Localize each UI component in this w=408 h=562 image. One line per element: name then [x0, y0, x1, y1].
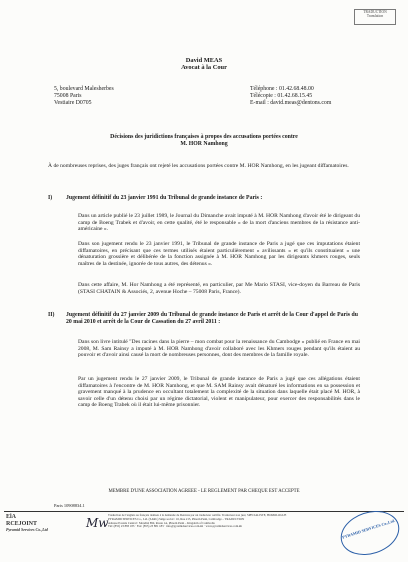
- stamp-line: Translation: [366, 14, 384, 19]
- contact-block: [250, 86, 331, 107]
- document-title: [40, 134, 368, 148]
- footer-fine-print: [108, 514, 336, 529]
- email: E-mail : david.meas@dentons.com: [250, 100, 332, 106]
- paragraph: Dans cette affaire, M. Hor Namhong a été représenté, en particulier, par Me Mario STASI, vice-doyen du Barreau de Paris (STASI CHATAIN & Associés, 2, avenue Hoche – 75008 Paris, France).: [78, 282, 360, 295]
- translator-logo: [6, 514, 48, 534]
- section-number: I): [48, 195, 53, 201]
- lawyer-role: Avocat à la Cour: [181, 64, 227, 72]
- phone: Téléphone : 01.42.68.48.00: [250, 86, 314, 92]
- section-heading: Jugement définitif du 23 janvier 1991 du Tribunal de grande instance de Paris :: [66, 195, 263, 201]
- paragraph: Dans son jugement rendu le 23 janvier 1991, le Tribunal de grande instance de Paris a jugé que ces imputations étaient diffamatoires, en précisant que ces termes utilisés étaient particulièrement « avilissants » et qu'ils constituaient « une dénaturation grossière et délibérée de la fonction assignée à M. HOR Namhong par les dirigeants khmers rouges, seuls maîtres de la destinée, ignorée de tous autres, des détenus ».: [78, 241, 360, 267]
- lawyer-name: David MEAS: [185, 57, 223, 64]
- seal-text: PYRAMID SERVICES Co.,Ltd.: [341, 517, 396, 540]
- signature: Mw: [86, 516, 109, 530]
- fine-print-line: Tél: (855) 23 883 183 · Fax: (855) 23 881 183 · info@pyramidservices.com.kh · www.pyramidservices.com.kh: [108, 524, 242, 529]
- intro-paragraph: À de nombreuses reprises, des juges français ont rejeté les accusations portées contre M. HOR Namhong, en les jugeant diffamatoires.: [48, 163, 349, 169]
- letterhead: [0, 57, 408, 72]
- address-line: 75008 Paris: [54, 93, 82, 99]
- title-line: Décisions des juridictions françaises à propos des accusations portées contre: [110, 134, 298, 140]
- fax: Télécopie : 01.42.68.15.45: [250, 93, 313, 99]
- address-line: Vestiaire D0705: [54, 100, 92, 106]
- address-block: [54, 86, 114, 107]
- fine-print-line: Adresse Postale Central : Mondial Bld, Route 1A, Phnom Penh – Kingdom of Cambodia: [108, 520, 215, 525]
- paragraph: Par un jugement rendu le 27 janvier 2009, le Tribunal de grande instance de Paris a jugé que ces allégations étaient diffamatoires à l'encontre de M. HOR Namhong, et que M. SAM Rainsy avait dénaturé les informations en sa possession et gravement manqué à la prudence en occultant totalement la complexité de la situation dans laquelle était placé M. HOR, à savoir celle d'un détenu choisi par un régime dictatorial, violent et manipulateur, pour exercer des responsabilités dans le camp de Boeng Trabek où il était lui-même prisonnier.: [78, 376, 360, 409]
- company-seal: [335, 504, 405, 562]
- fine-print-line: Traduction de l'anglais au français réalisée à la demande de Dentons par un traducteur certifié. Traducteur non juré, SPECIALISTE, HOMOLOGUE: [108, 513, 287, 517]
- translation-stamp: [354, 9, 396, 25]
- section-heading: Jugement définitif du 27 janvier 2009 du Tribunal de grande instance de Paris et arrêt de la Cour d'appel de Paris du 20 mai 2010 et arrêt de la Cour de Cassation du 27 avril 2011 :: [66, 312, 358, 325]
- logo-text: ElA: [6, 514, 17, 520]
- logo-text: RCEJOINT: [6, 520, 38, 527]
- paragraph: Dans un article publié le 23 juillet 1989, le Journal du Dimanche avait imputé à M. HOR Namhong d'avoir été le dirigeant du camp de Boeng Trabek et d'avoir, en cette qualité, été le responsable « de la mort d'anciens membres de la résistance anti-américaine ».: [78, 213, 360, 233]
- document-ref: Paris 10908834.1: [54, 503, 85, 508]
- section-number: II): [48, 312, 55, 318]
- footer-divider: [4, 511, 404, 512]
- association-notice: MEMBRE D'UNE ASSOCIATION AGREEE - LE REGLEMENT PAR CHEQUE EST ACCEPTE: [108, 489, 300, 494]
- paragraph: Dans son livre intitulé "Des racines dans la pierre – mon combat pour la renaissance du Cambodge » publié en France en mai 2008, M. Sam Rainsy a imputé à M. HOR Namhong d'avoir collaboré avec les Khmers rouges pendant qu'ils étaient au pouvoir et d'avoir ainsi causé la mort de nombreuses personnes, dont des membres de la famille royale.: [78, 339, 360, 359]
- title-line: M. HOR Namhong: [180, 141, 228, 147]
- logo-text: Pyramid Services Co.,Ltd: [6, 527, 48, 532]
- fine-print-line: PYRAMID SERVICES Co., Ltd. (SARL) Siège social : 16, Rue 215, Phnom Penh, Cambodge – TRADUCTION: [108, 516, 245, 521]
- stamp-line: TRADUCTION: [363, 10, 387, 14]
- address-line: 5, boulevard Malesherbes: [54, 86, 114, 92]
